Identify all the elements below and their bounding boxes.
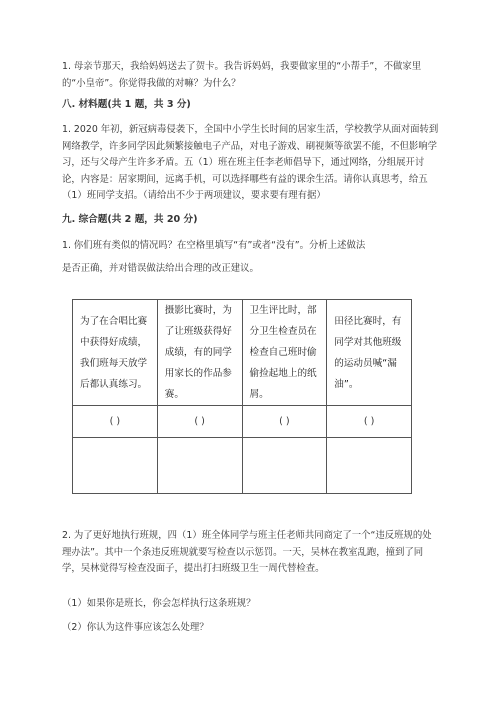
- answer-blank-cell[interactable]: [157, 406, 242, 438]
- table-row-empty: [73, 438, 412, 494]
- table-cell: [157, 300, 242, 406]
- sub-question-2: （2）你认为这件事应该怎么处理？: [62, 622, 209, 633]
- answer-empty-cell[interactable]: [157, 438, 242, 494]
- table-row-blanks: [73, 406, 412, 438]
- answer-table: [72, 299, 412, 494]
- answer-empty-cell[interactable]: [327, 438, 412, 494]
- answer-blank: ( ): [194, 416, 205, 427]
- question-class-rules: 2. 为了更好地执行班规，四（1）班全体同学与班主任老师共同商定了一个“违反班规的处理办法”。其中一个条违反班规就要写检查以示惩罚。一天，吴林在教室乱跑，撞到了同学，吴林觉得写检查没面子，提出打扫班级卫生一周代替检查。: [62, 530, 432, 574]
- table-row-scenarios: [73, 300, 412, 406]
- table-cell: [73, 300, 158, 406]
- question-comprehensive-line1: 1. 你们班有类似的情况吗？在空格里填写“有”或者“没有”。分析上述做法: [62, 240, 366, 251]
- section-heading-material: 八. 材料题(共 1 题，共 3 分): [62, 99, 191, 110]
- question-material-covid: 1. 2020 年初，新冠病毒侵袭下，全国中小学生长时间的居家生活，学校教学从面对面转到网络教学，许多同学因此频繁接触电子产品，对电子游戏、刷视频等欲罢不能，不但影响学习，还与父母产生许多矛盾。五（1）班在班主任李老师倡导下，通过网络，分组展开讨论，内容是：居家期间，远离手机，可以选择哪些有益的课余生活。请你认真思考，给五（1）班同学支招。（请给出不少于两项建议，要求要有理有据）: [62, 124, 439, 201]
- scenario-text: 为了在合唱比赛中获得好成绩，我们班每天放学后都认真练习。: [80, 315, 148, 390]
- answer-blank-cell[interactable]: [242, 406, 327, 438]
- scenario-text: 卫生评比时，部分卫生检查员在检查自己班时偷偷捡起地上的纸屑。: [249, 305, 317, 400]
- answer-blank-cell[interactable]: [327, 406, 412, 438]
- scenario-text: 田径比赛时，有同学对其他班级的运动员喊“漏油”。: [334, 315, 402, 390]
- answer-blank: ( ): [109, 416, 121, 427]
- scenario-text: 摄影比赛时，为了让班级获得好成绩，有的同学用家长的作品参赛。: [164, 305, 232, 400]
- answer-empty-cell[interactable]: [73, 438, 158, 494]
- question-comprehensive-line2: 是否正确，并对错误做法给出合理的改正建议。: [62, 263, 259, 274]
- sub-question-1: （1）如果你是班长，你会怎样执行这条班规？: [62, 598, 256, 609]
- table-cell: [327, 300, 412, 406]
- question-mother-day: 1. 母亲节那天，我给妈妈送去了贺卡。我告诉妈妈，我要做家里的“小帮手”，不做家里的“小皇帝”。你觉得我做的对嘛？为什么？: [62, 61, 422, 89]
- answer-empty-cell[interactable]: [242, 438, 327, 494]
- section-heading-comprehensive: 九. 综合题(共 2 题，共 20 分): [62, 214, 198, 225]
- answer-blank: ( ): [279, 416, 290, 427]
- table-cell: [242, 300, 327, 406]
- answer-blank-cell[interactable]: [73, 406, 158, 438]
- answer-blank: ( ): [363, 416, 375, 427]
